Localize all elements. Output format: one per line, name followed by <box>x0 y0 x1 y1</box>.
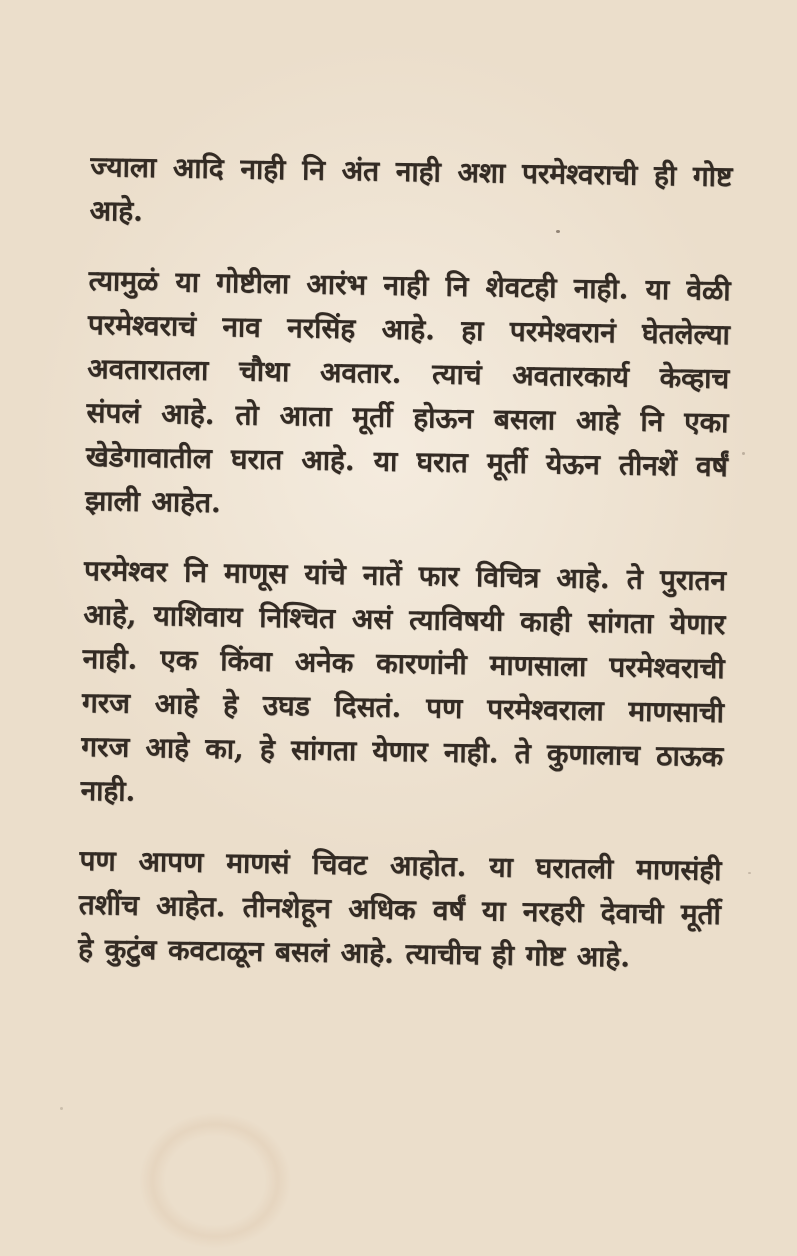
paragraph-3 <box>80 549 726 823</box>
text-line: नाही. <box>80 773 136 808</box>
ink-speck <box>556 230 560 233</box>
text-line: खेडेगावातील घरात आहे. या घरात मूर्ती येऊन तीनशें वर्षं <box>85 439 729 484</box>
text-line: गरज आहे हे उघड दिसतं. पण परमेश्वराला माणसाची <box>81 685 725 730</box>
ink-speck <box>60 1107 63 1110</box>
text-line: अवतारातला चौथा अवतार. त्याचं अवतारकार्य केव्हाच <box>86 351 730 396</box>
text-line: परमेश्वर नि माणूस यांचे नातें फार विचित्र आहे. ते पुरातन <box>83 553 727 598</box>
text-line: हे कुटुंब कवटाळून बसलं आहे. त्याचीच ही गोष्ट आहे. <box>77 931 631 974</box>
text-line: पण आपण माणसं चिवट आहोत. या घरातली माणसंही <box>79 843 722 888</box>
text-line: झाली आहेत. <box>84 483 221 520</box>
text-line: संपलं आहे. तो आता मूर्ती होऊन बसला आहे नि एका <box>86 395 729 440</box>
text-line: तशींच आहेत. तीनशेहून अधिक वर्षं या नरहरी देवाची मूर्ती <box>78 887 721 931</box>
text-line: आहे, याशिवाय निश्चित असं त्याविषयी काही सांगता येणार <box>83 597 726 642</box>
text-line: परमेश्वराचं नाव नरसिंह आहे. हा परमेश्वरानं घेतलेल्या <box>87 307 731 352</box>
paragraph-1 <box>89 145 732 243</box>
paragraph-2 <box>85 259 731 533</box>
text-line: त्यामुळं या गोष्टीला आरंभ नाही नि शेवटही नाही. या वेळी <box>88 263 731 308</box>
text-line: आहे. <box>89 194 144 228</box>
text-line: नाही. एक किंवा अनेक कारणांनी माणसाला परमेश्वराची <box>82 641 725 686</box>
ink-speck <box>742 452 745 455</box>
paragraph-4 <box>78 839 722 981</box>
text-line: ज्याला आदि नाही नि अंत नाही अशा परमेश्वराची ही गोष्ट <box>90 150 733 194</box>
page-text <box>77 145 732 1007</box>
text-line: गरज आहे का, हे सांगता येणार नाही. ते कुणालाच ठाऊक <box>81 729 724 774</box>
ink-speck <box>748 872 751 874</box>
